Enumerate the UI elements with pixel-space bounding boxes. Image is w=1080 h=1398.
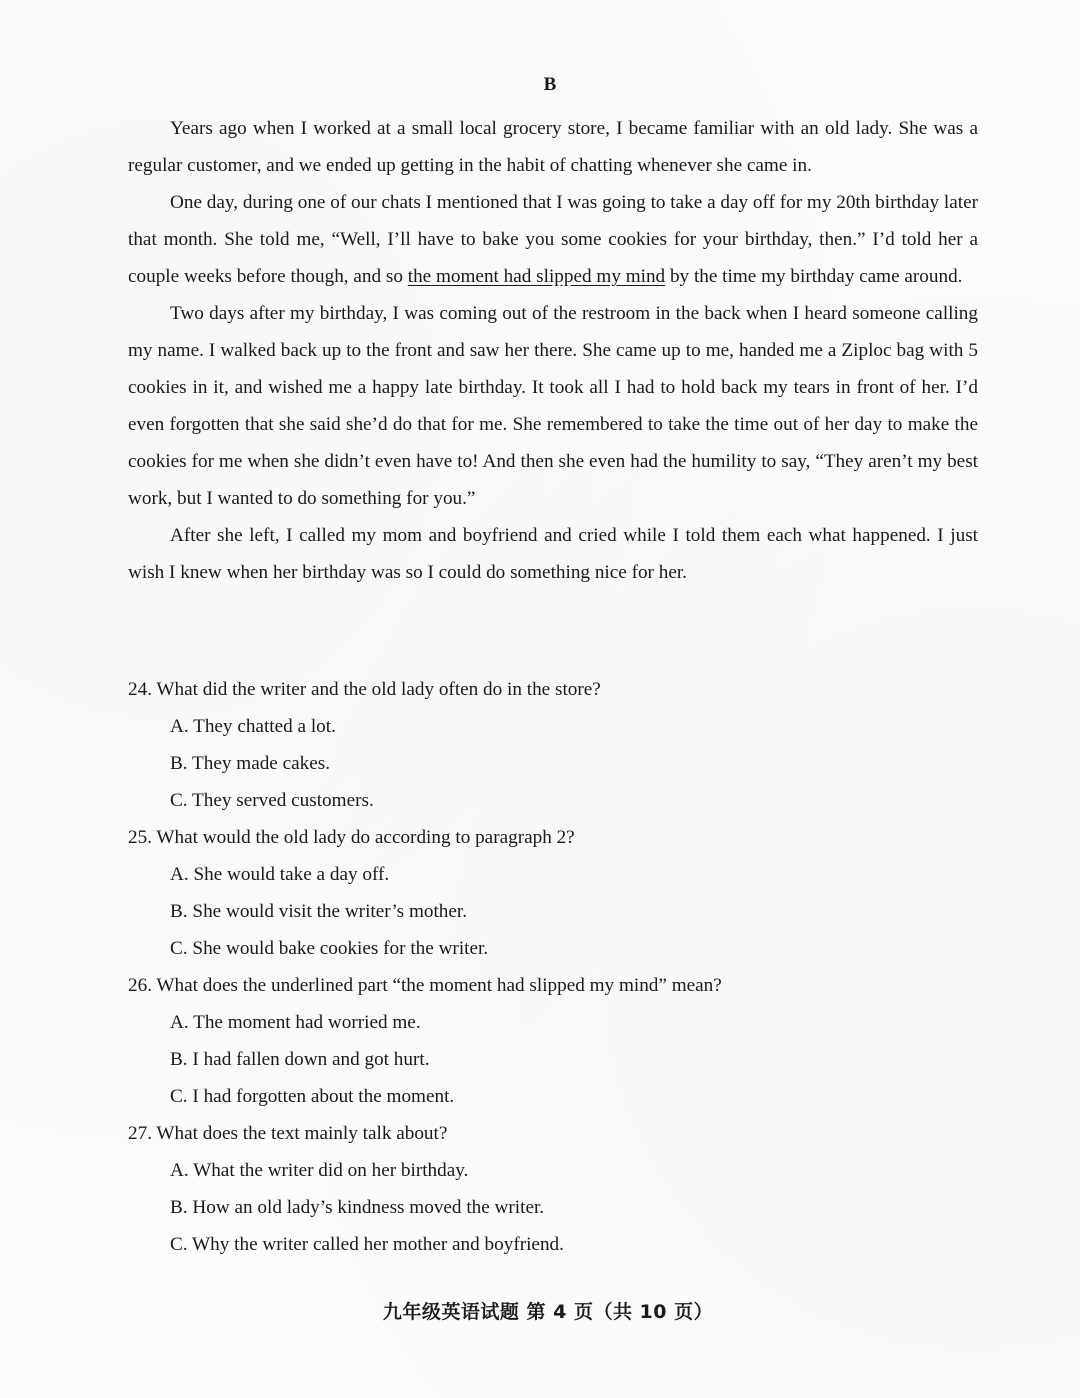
question-stem: 25. What would the old lady do according to paragraph 2? xyxy=(128,827,575,848)
answer-option: A. What the writer did on her birthday. xyxy=(170,1160,469,1181)
answer-option: C. Why the writer called her mother and boyfriend. xyxy=(170,1234,564,1255)
passage-paragraph-4: After she left, I called my mom and boyfriend and cried while I told them each what happened. I just wish I knew when her birthday was so I could do something nice for her. xyxy=(128,525,978,583)
answer-option: C. I had forgotten about the moment. xyxy=(170,1086,455,1107)
answer-option: B. She would visit the writer’s mother. xyxy=(170,901,468,922)
question-25 xyxy=(128,819,978,967)
paragraph-2-text-before: One day, during one of our chats I mentioned that I was going to take a day off for my 20th birthday later that month. She told me, “Well, I’ll have to bake you some cookies for your birthday, then.” I’d told her a couple weeks before though, and so xyxy=(128,192,978,287)
question-stem: 24. What did the writer and the old lady often do in the store? xyxy=(128,679,601,700)
page-footer: 九年级英语试题 第 4 页（共 10 页） xyxy=(382,1301,714,1323)
question-27 xyxy=(128,1115,978,1263)
question-list xyxy=(128,671,978,1263)
question-stem: 26. What does the underlined part “the moment had slipped my mind” mean? xyxy=(128,975,722,996)
question-stem: 27. What does the text mainly talk about? xyxy=(128,1123,448,1144)
answer-option: A. They chatted a lot. xyxy=(170,716,336,737)
answer-option: C. They served customers. xyxy=(170,790,374,811)
section-heading: B xyxy=(543,74,557,95)
answer-option: B. They made cakes. xyxy=(170,753,331,774)
answer-option: A. The moment had worried me. xyxy=(170,1012,421,1033)
passage-paragraph-2 xyxy=(128,184,978,295)
answer-option: C. She would bake cookies for the writer. xyxy=(170,938,489,959)
answer-option: B. I had fallen down and got hurt. xyxy=(170,1049,430,1070)
answer-option: A. She would take a day off. xyxy=(170,864,390,885)
underlined-phrase: the moment had slipped my mind xyxy=(407,266,666,287)
paragraph-2-text-after: by the time my birthday came around. xyxy=(665,266,963,287)
reading-passage xyxy=(128,110,978,591)
answer-option: B. How an old lady’s kindness moved the writer. xyxy=(170,1197,545,1218)
question-24 xyxy=(128,671,978,819)
question-26 xyxy=(128,967,978,1115)
passage-paragraph-3: Two days after my birthday, I was coming out of the restroom in the back when I heard someone calling my name. I walked back up to the front and saw her there. She came up to me, handed me a Ziploc bag with 5 cookies in it, and wished me a happy late birthday. It took all I had to hold back my tears in front of her. I’d even forgotten that she said she’d do that for me. She remembered to take the time out of her day to make the cookies for me when she didn’t even have to! And then she even had the humility to say, “They aren’t my best work, but I wanted to do something for you.” xyxy=(128,303,978,509)
passage-paragraph-1: Years ago when I worked at a small local grocery store, I became familiar with an old lady. She was a regular customer, and we ended up getting in the habit of chatting whenever she came in. xyxy=(128,118,978,176)
